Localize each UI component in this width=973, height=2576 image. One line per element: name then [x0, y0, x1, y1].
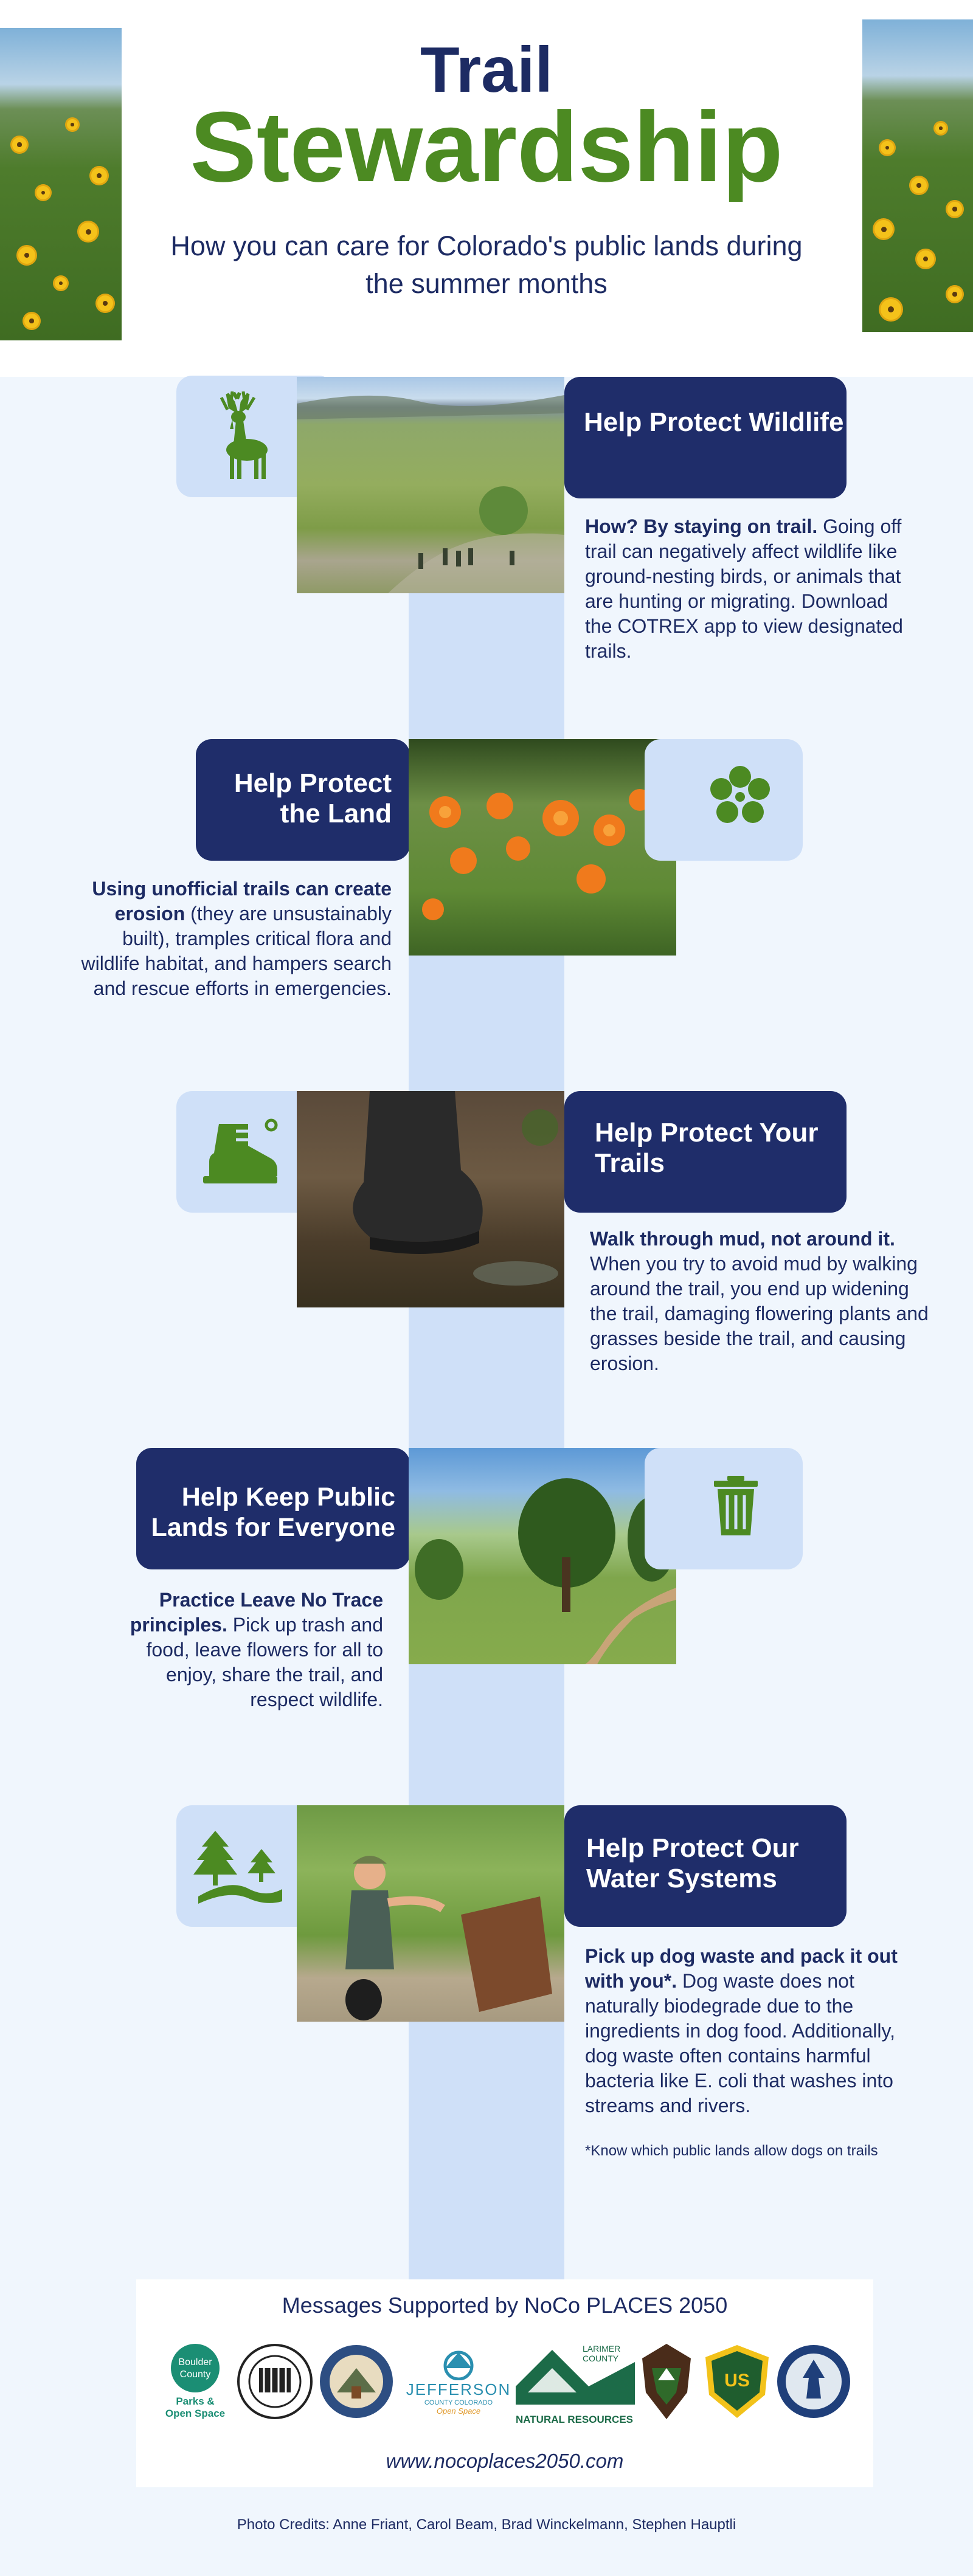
logo-boulder-caption1: Parks &: [176, 2395, 215, 2407]
logo-boulder-line2: County: [179, 2369, 211, 2380]
section-2-body-bold: Using unofficial trails can create erosion: [92, 878, 392, 925]
section-2-body: [67, 876, 392, 1001]
section-1-body: [585, 514, 907, 664]
logo-boulder-line1: Boulder: [178, 2357, 212, 2368]
section-1-body-text: Going off trail can negatively affect wildlife like ground-nesting birds, or animals that are hunting or migrating. Download the COTREX app to view designated trails.: [585, 515, 903, 662]
supporters-panel: [136, 2279, 873, 2487]
section-2-photo: [409, 739, 676, 956]
trash-can-icon: [712, 1476, 760, 1537]
logo-larimer-top: LARIMER COUNTY: [583, 2344, 621, 2363]
logo-larimer-county: [516, 2344, 635, 2426]
section-5-footnote: *Know which public lands allow dogs on trails: [585, 2143, 878, 2159]
logo-jefferson-county: [404, 2344, 513, 2416]
section-1-body-bold: How? By staying on trail.: [585, 515, 818, 537]
section-2-title: Help Protect the Land: [234, 768, 392, 828]
photo-credits: Photo Credits: Anne Friant, Carol Beam, Brad Winckelmann, Stephen Hauptli: [237, 2516, 736, 2533]
section-5-body-text: Dog waste does not naturally biodegrade due to the ingredients in dog food. Additionally, dog waste often contains harmful bacteria like E. coli that washes into streams and rivers.: [585, 1970, 895, 2116]
section-4-body-bold: Practice Leave No Trace principles.: [130, 1589, 383, 1636]
section-1-title: Help Protect Wildlife: [584, 407, 844, 437]
logo-boulder-caption2: Open Space: [165, 2408, 226, 2419]
logo-gilpin-county-seal: [319, 2344, 394, 2422]
supporters-title: Messages Supported by NoCo PLACES 2050: [282, 2293, 728, 2318]
section-4-icon-box: [645, 1448, 803, 1569]
section-5-body-bold: Pick up dog waste and pack it out with you*.: [585, 1945, 898, 1992]
section-4-title-box: [136, 1448, 410, 1569]
section-2-icon-box: [645, 739, 803, 861]
section-2-title-box: [196, 739, 410, 861]
title-stewardship: Stewardship: [190, 91, 783, 202]
section-5-photo: [297, 1805, 564, 2022]
logo-forest-service: [703, 2344, 771, 2422]
flower-icon: [707, 763, 774, 830]
deer-icon: [201, 391, 280, 483]
section-3-photo: [297, 1091, 564, 1307]
logo-jefferson-caption: Open Space: [436, 2406, 481, 2416]
supporters-url[interactable]: www.nocoplaces2050.com: [386, 2450, 624, 2472]
section-3-body: [590, 1227, 930, 1376]
section-5-body: [585, 1944, 926, 2118]
section-3-body-bold: Walk through mud, not around it.: [590, 1228, 895, 1250]
section-5-title: Help Protect Our Water Systems: [586, 1833, 799, 1893]
section-4-body: [97, 1588, 383, 1712]
logo-boulder-county: [162, 2344, 229, 2420]
page-subtitle: How you can care for Colorado's public lands during the summer months: [170, 230, 803, 299]
section-4-body-text: Pick up trash and food, leave flowers for all to enjoy, share the trail, and respect wildlife.: [146, 1614, 383, 1710]
logo-jefferson-sub: COUNTY COLORADO: [424, 2399, 493, 2406]
section-4-photo: [409, 1448, 676, 1664]
logo-clear-creek-seal: [237, 2344, 313, 2422]
section-5-title-box: [564, 1805, 847, 1927]
logo-national-park-service: [639, 2344, 694, 2422]
hiking-boot-icon: [201, 1118, 280, 1185]
header: [0, 0, 973, 377]
section-3-body-text: When you try to avoid mud by walking around the trail, you end up widening the trail, damaging flowering plants and grasses beside the trail, and causing erosion.: [590, 1253, 929, 1374]
logo-colorado-parks-wildlife: [776, 2344, 851, 2422]
section-4-title: Help Keep Public Lands for Everyone: [151, 1483, 395, 1542]
logo-larimer-caption: NATURAL RESOURCES: [516, 2414, 633, 2425]
section-1-title-box: [564, 377, 847, 498]
title-trail: Trail: [420, 34, 553, 106]
trees-river-icon: [193, 1831, 285, 1904]
section-1-photo: [297, 377, 564, 593]
logo-jefferson-word: JEFFERSON: [406, 2380, 511, 2399]
section-2-body-text: (they are unsustainably built), tramples critical flora and wildlife habitat, and hampers search and rescue efforts in emergencies.: [81, 903, 392, 999]
section-3-title: Help Protect Your Trails: [595, 1118, 819, 1178]
logo-forest-service-text: US: [724, 2371, 750, 2391]
section-3-title-box: [564, 1091, 847, 1213]
